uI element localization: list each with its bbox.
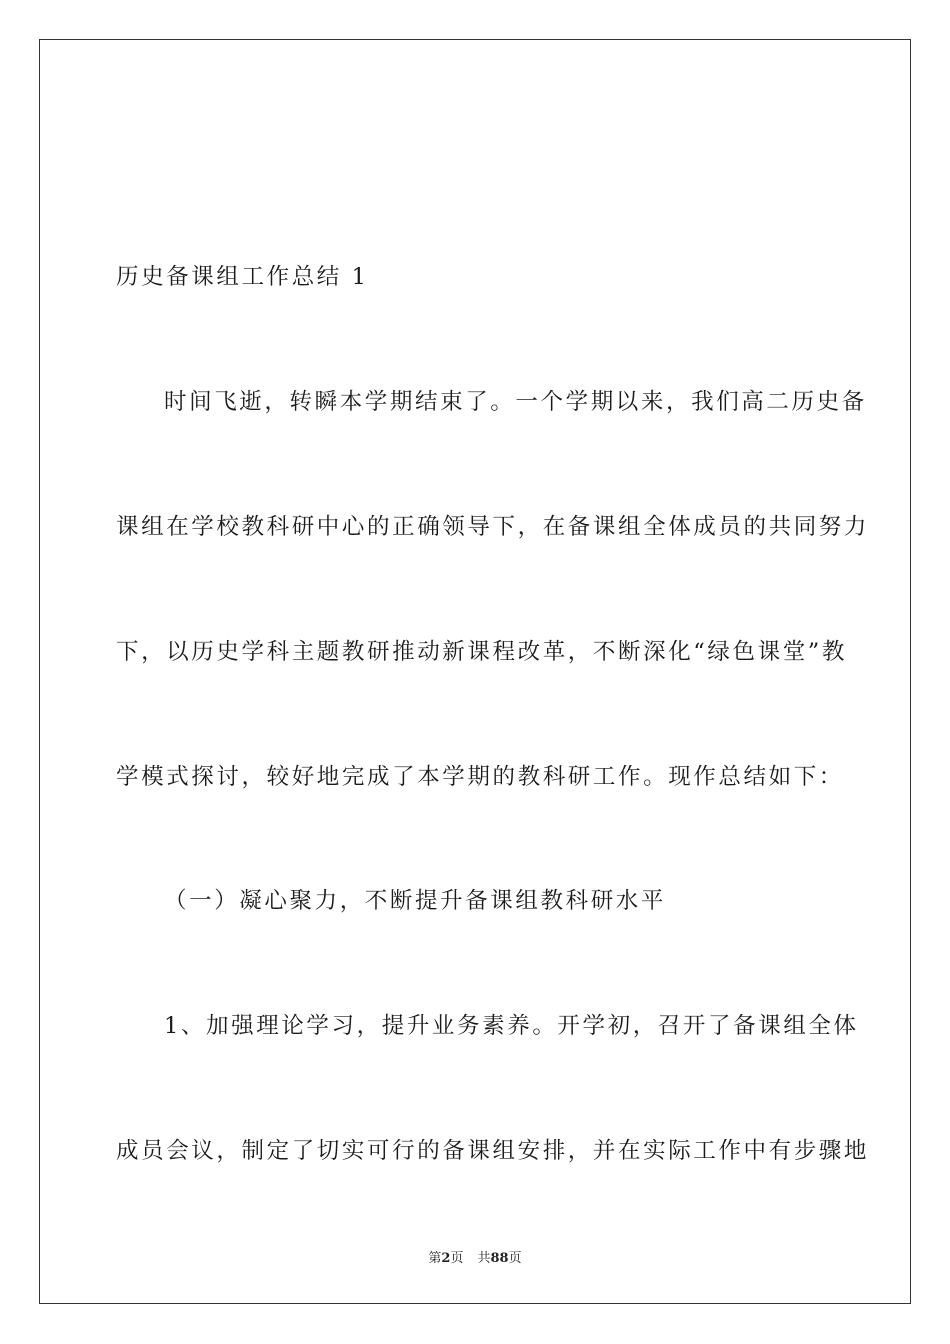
paragraph-line: 下，以历史学科主题教研推动新课程改革，不断深化“绿色课堂”教 xyxy=(116,639,848,665)
total-pages: 88 xyxy=(490,1251,509,1266)
page-suffix: 页 xyxy=(450,1251,464,1266)
paragraph-line: 课组在学校教科研中心的正确领导下，在备课组全体成员的共同努力 xyxy=(116,514,870,540)
section-heading: （一）凝心聚力，不断提升备课组教科研水平 xyxy=(164,888,667,914)
page-footer xyxy=(0,1247,950,1266)
page-prefix: 第 xyxy=(428,1251,442,1266)
page-number: 2 xyxy=(441,1251,451,1266)
paragraph-line: 1、加强理论学习，提升业务素养。开学初，召开了备课组全体 xyxy=(164,1013,859,1039)
total-suffix: 页 xyxy=(508,1251,522,1266)
page-frame xyxy=(39,39,911,1304)
document-title: 历史备课组工作总结 1 xyxy=(116,264,369,290)
paragraph-line: 时间飞逝，转瞬本学期结束了。一个学期以来，我们高二历史备 xyxy=(164,389,867,415)
paragraph-line: 成员会议，制定了切实可行的备课组安排，并在实际工作中有步骤地 xyxy=(116,1138,870,1164)
total-prefix: 共 xyxy=(477,1251,491,1266)
paragraph-line: 学模式探讨，较好地完成了本学期的教科研工作。现作总结如下： xyxy=(116,764,844,790)
